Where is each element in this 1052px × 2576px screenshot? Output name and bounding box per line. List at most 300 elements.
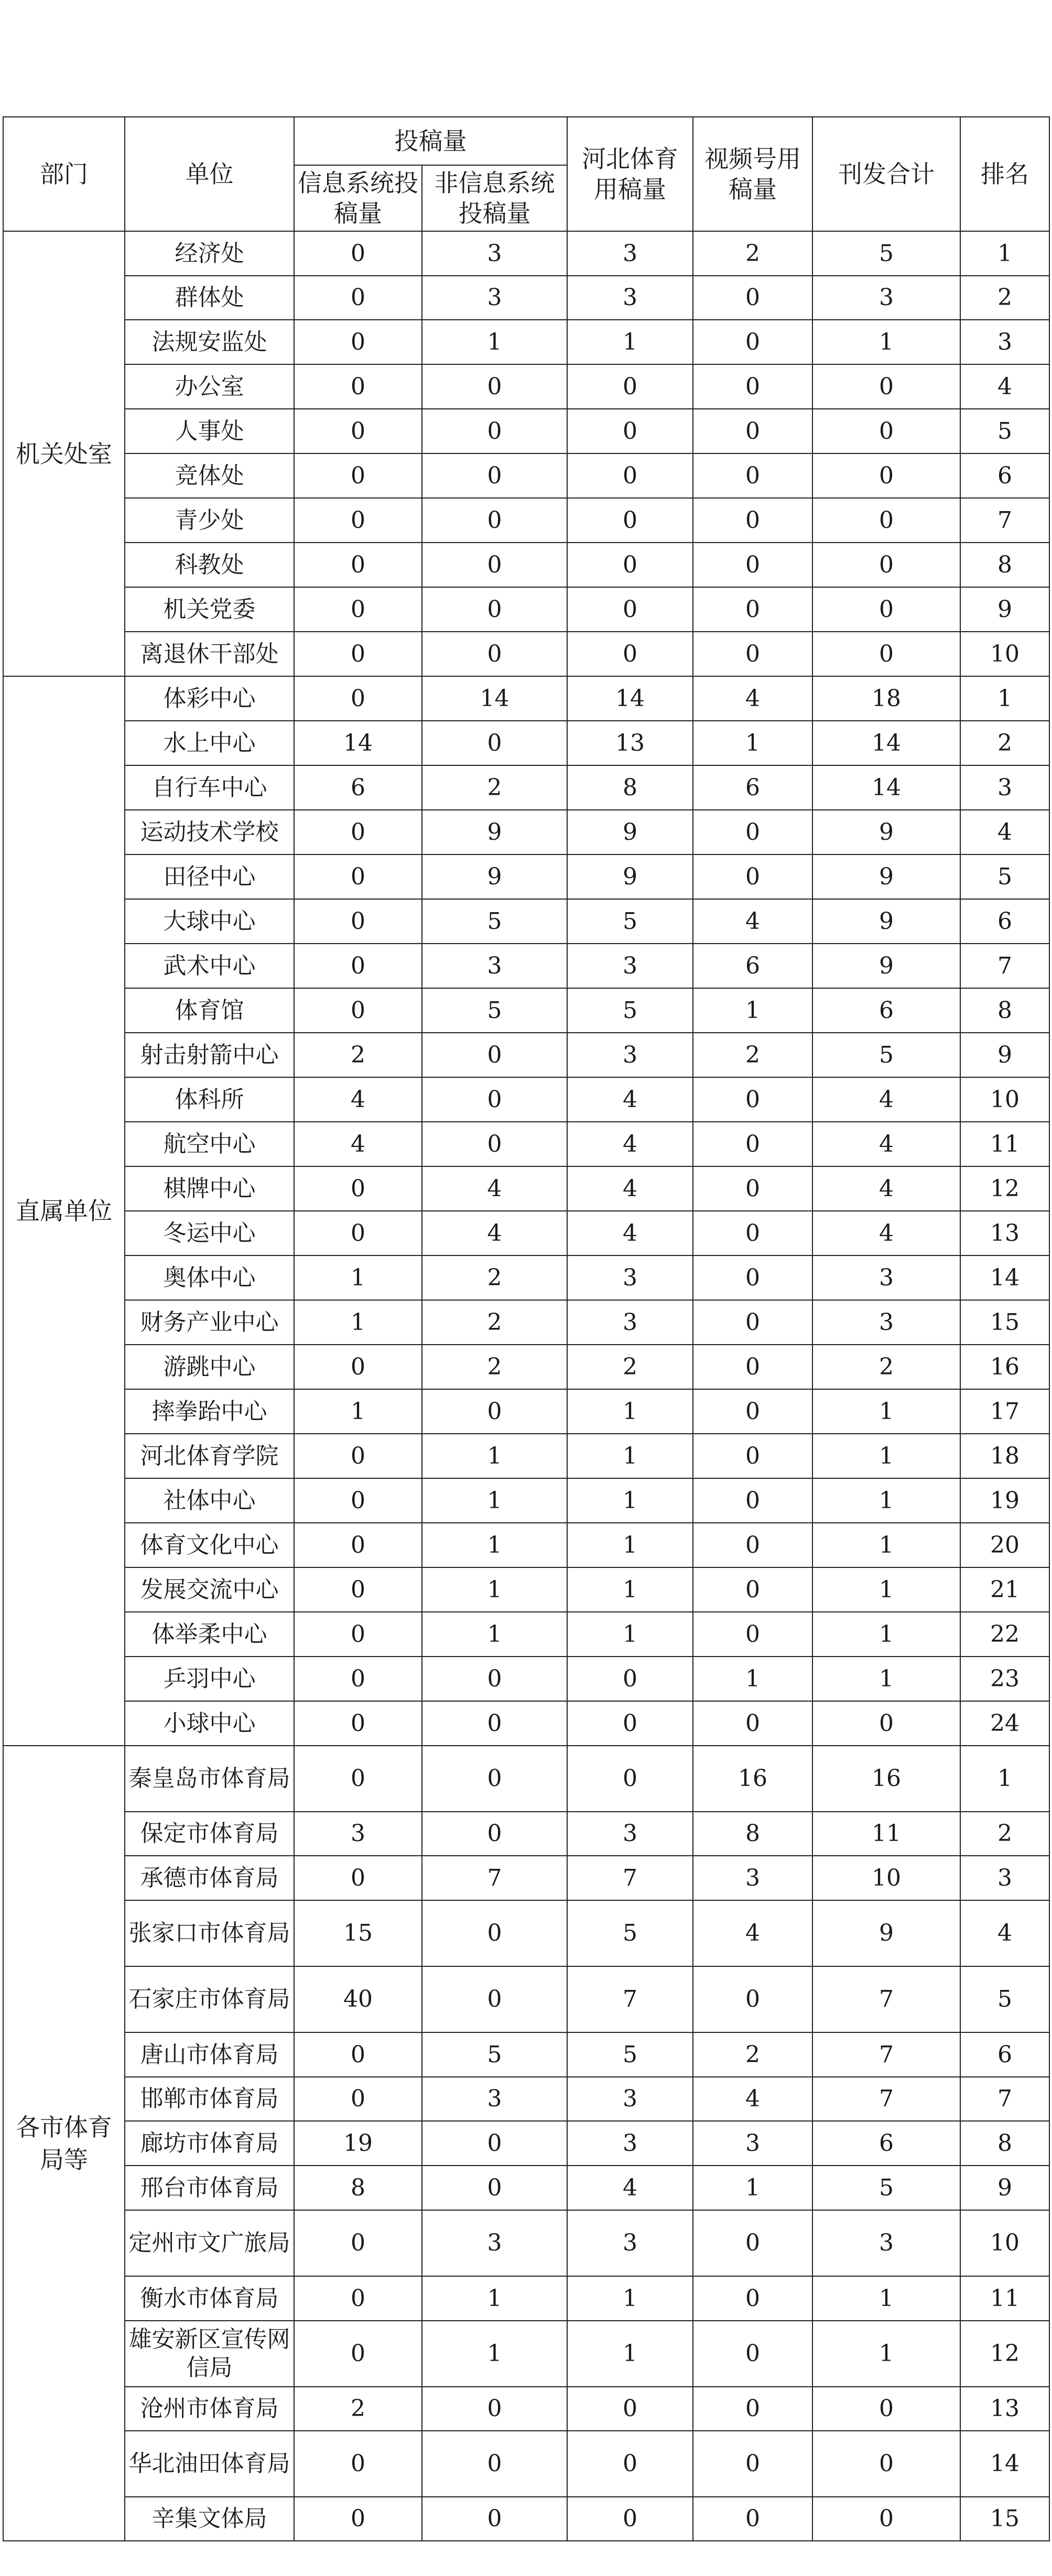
rank-cell: 2 xyxy=(960,1812,1049,1856)
info-cell: 0 xyxy=(294,1746,422,1812)
table-row xyxy=(3,1812,1049,1856)
noninfo-cell: 1 xyxy=(422,320,567,364)
info-cell: 0 xyxy=(294,676,422,721)
hebei-cell: 1 xyxy=(567,320,693,364)
video-cell: 2 xyxy=(693,1033,812,1077)
hebei-cell: 0 xyxy=(567,543,693,587)
hebei-cell: 3 xyxy=(567,1033,693,1077)
info-cell: 0 xyxy=(294,1567,422,1612)
total-cell: 1 xyxy=(812,1389,960,1434)
table-row xyxy=(3,276,1049,320)
info-cell: 0 xyxy=(294,276,422,320)
hebei-cell: 4 xyxy=(567,1211,693,1255)
info-cell: 0 xyxy=(294,2276,422,2321)
info-cell: 8 xyxy=(294,2166,422,2210)
info-cell: 0 xyxy=(294,498,422,543)
hebei-cell: 0 xyxy=(567,364,693,409)
video-cell: 0 xyxy=(693,453,812,498)
total-cell: 0 xyxy=(812,2497,960,2541)
noninfo-cell: 0 xyxy=(422,2121,567,2166)
total-cell: 1 xyxy=(812,1612,960,1657)
rank-cell: 11 xyxy=(960,1122,1049,1166)
hebei-cell: 0 xyxy=(567,1657,693,1701)
info-cell: 0 xyxy=(294,1612,422,1657)
rank-cell: 23 xyxy=(960,1657,1049,1701)
total-cell: 5 xyxy=(812,231,960,276)
info-cell: 0 xyxy=(294,854,422,899)
header-video-channel: 视频号用稿量 xyxy=(693,117,812,231)
hebei-cell: 7 xyxy=(567,1856,693,1900)
info-cell: 0 xyxy=(294,2497,422,2541)
video-cell: 0 xyxy=(693,1567,812,1612)
info-cell: 0 xyxy=(294,988,422,1033)
unit-cell: 廊坊市体育局 xyxy=(125,2121,294,2166)
hebei-cell: 0 xyxy=(567,453,693,498)
noninfo-cell: 0 xyxy=(422,498,567,543)
video-cell: 0 xyxy=(693,2431,812,2497)
table-row xyxy=(3,1300,1049,1345)
table-row xyxy=(3,988,1049,1033)
unit-cell: 体科所 xyxy=(125,1077,294,1122)
noninfo-cell: 1 xyxy=(422,1434,567,1478)
noninfo-cell: 3 xyxy=(422,944,567,988)
video-cell: 0 xyxy=(693,276,812,320)
total-cell: 2 xyxy=(812,1345,960,1389)
info-cell: 0 xyxy=(294,453,422,498)
unit-cell: 自行车中心 xyxy=(125,765,294,810)
noninfo-cell: 5 xyxy=(422,988,567,1033)
table-row xyxy=(3,587,1049,632)
total-cell: 3 xyxy=(812,1255,960,1300)
noninfo-cell: 4 xyxy=(422,1166,567,1211)
dept-cell: 机关处室 xyxy=(3,231,125,676)
table-row xyxy=(3,2210,1049,2276)
hebei-cell: 0 xyxy=(567,1701,693,1746)
rank-cell: 10 xyxy=(960,632,1049,676)
rank-cell: 3 xyxy=(960,1856,1049,1900)
noninfo-cell: 2 xyxy=(422,765,567,810)
table-row xyxy=(3,676,1049,721)
hebei-cell: 1 xyxy=(567,1523,693,1567)
video-cell: 0 xyxy=(693,1255,812,1300)
info-cell: 0 xyxy=(294,1211,422,1255)
unit-cell: 石家庄市体育局 xyxy=(125,1966,294,2032)
hebei-cell: 3 xyxy=(567,1812,693,1856)
unit-cell: 衡水市体育局 xyxy=(125,2276,294,2321)
video-cell: 0 xyxy=(693,1389,812,1434)
table-row xyxy=(3,1746,1049,1812)
noninfo-cell: 0 xyxy=(422,587,567,632)
video-cell: 6 xyxy=(693,765,812,810)
noninfo-cell: 3 xyxy=(422,231,567,276)
noninfo-cell: 0 xyxy=(422,1746,567,1812)
info-cell: 1 xyxy=(294,1255,422,1300)
info-cell: 0 xyxy=(294,2077,422,2121)
info-cell: 0 xyxy=(294,1345,422,1389)
hebei-cell: 4 xyxy=(567,1077,693,1122)
rank-cell: 10 xyxy=(960,2210,1049,2276)
rank-cell: 19 xyxy=(960,1478,1049,1523)
unit-cell: 武术中心 xyxy=(125,944,294,988)
hebei-cell: 0 xyxy=(567,409,693,453)
table-row xyxy=(3,1345,1049,1389)
video-cell: 0 xyxy=(693,810,812,854)
unit-cell: 邢台市体育局 xyxy=(125,2166,294,2210)
video-cell: 3 xyxy=(693,2121,812,2166)
unit-cell: 邯郸市体育局 xyxy=(125,2077,294,2121)
hebei-cell: 3 xyxy=(567,1300,693,1345)
rank-cell: 24 xyxy=(960,1701,1049,1746)
noninfo-cell: 3 xyxy=(422,2210,567,2276)
noninfo-cell: 0 xyxy=(422,1122,567,1166)
unit-cell: 定州市文广旅局 xyxy=(125,2210,294,2276)
video-cell: 0 xyxy=(693,364,812,409)
noninfo-cell: 1 xyxy=(422,1612,567,1657)
info-cell: 0 xyxy=(294,899,422,944)
unit-cell: 航空中心 xyxy=(125,1122,294,1166)
total-cell: 0 xyxy=(812,453,960,498)
video-cell: 0 xyxy=(693,1077,812,1122)
unit-cell: 乒羽中心 xyxy=(125,1657,294,1701)
info-cell: 0 xyxy=(294,1856,422,1900)
header-hebei-sports: 河北体育用稿量 xyxy=(567,117,693,231)
info-cell: 0 xyxy=(294,632,422,676)
hebei-cell: 4 xyxy=(567,1122,693,1166)
noninfo-cell: 0 xyxy=(422,1389,567,1434)
rank-cell: 13 xyxy=(960,1211,1049,1255)
unit-cell: 水上中心 xyxy=(125,721,294,765)
noninfo-cell: 0 xyxy=(422,721,567,765)
unit-cell: 雄安新区宣传网信局 xyxy=(125,2321,294,2387)
info-cell: 0 xyxy=(294,1478,422,1523)
video-cell: 0 xyxy=(693,1345,812,1389)
video-cell: 0 xyxy=(693,1122,812,1166)
hebei-cell: 1 xyxy=(567,1567,693,1612)
hebei-cell: 1 xyxy=(567,1389,693,1434)
video-cell: 4 xyxy=(693,899,812,944)
info-cell: 0 xyxy=(294,587,422,632)
table-row xyxy=(3,1478,1049,1523)
table-row xyxy=(3,2166,1049,2210)
info-cell: 14 xyxy=(294,721,422,765)
noninfo-cell: 0 xyxy=(422,2387,567,2431)
rank-cell: 17 xyxy=(960,1389,1049,1434)
unit-cell: 保定市体育局 xyxy=(125,1812,294,1856)
info-cell: 0 xyxy=(294,543,422,587)
total-cell: 1 xyxy=(812,1567,960,1612)
total-cell: 6 xyxy=(812,2121,960,2166)
unit-cell: 奥体中心 xyxy=(125,1255,294,1300)
unit-cell: 沧州市体育局 xyxy=(125,2387,294,2431)
video-cell: 16 xyxy=(693,1746,812,1812)
table-row xyxy=(3,2387,1049,2431)
unit-cell: 发展交流中心 xyxy=(125,1567,294,1612)
hebei-cell: 2 xyxy=(567,1345,693,1389)
hebei-cell: 9 xyxy=(567,810,693,854)
total-cell: 4 xyxy=(812,1166,960,1211)
header-info-system: 信息系统投稿量 xyxy=(294,165,422,231)
video-cell: 0 xyxy=(693,1966,812,2032)
table-row xyxy=(3,320,1049,364)
table-row xyxy=(3,1612,1049,1657)
hebei-cell: 5 xyxy=(567,2032,693,2077)
unit-cell: 张家口市体育局 xyxy=(125,1900,294,1966)
header-unit: 单位 xyxy=(125,117,294,231)
noninfo-cell: 5 xyxy=(422,2032,567,2077)
hebei-cell: 4 xyxy=(567,2166,693,2210)
video-cell: 0 xyxy=(693,1434,812,1478)
rank-cell: 4 xyxy=(960,810,1049,854)
rank-cell: 8 xyxy=(960,2121,1049,2166)
rank-cell: 4 xyxy=(960,364,1049,409)
video-cell: 0 xyxy=(693,1211,812,1255)
noninfo-cell: 0 xyxy=(422,453,567,498)
unit-cell: 游跳中心 xyxy=(125,1345,294,1389)
hebei-cell: 3 xyxy=(567,276,693,320)
table-row xyxy=(3,1434,1049,1478)
hebei-cell: 1 xyxy=(567,1612,693,1657)
rank-cell: 22 xyxy=(960,1612,1049,1657)
rank-cell: 1 xyxy=(960,1746,1049,1812)
unit-cell: 田径中心 xyxy=(125,854,294,899)
total-cell: 0 xyxy=(812,587,960,632)
rank-cell: 14 xyxy=(960,2431,1049,2497)
hebei-cell: 5 xyxy=(567,1900,693,1966)
unit-cell: 体育馆 xyxy=(125,988,294,1033)
info-cell: 6 xyxy=(294,765,422,810)
total-cell: 1 xyxy=(812,1657,960,1701)
total-cell: 7 xyxy=(812,2077,960,2121)
total-cell: 0 xyxy=(812,409,960,453)
hebei-cell: 5 xyxy=(567,899,693,944)
table-row xyxy=(3,498,1049,543)
table-row xyxy=(3,632,1049,676)
total-cell: 4 xyxy=(812,1077,960,1122)
noninfo-cell: 14 xyxy=(422,676,567,721)
hebei-cell: 9 xyxy=(567,854,693,899)
unit-cell: 河北体育学院 xyxy=(125,1434,294,1478)
info-cell: 1 xyxy=(294,1300,422,1345)
video-cell: 0 xyxy=(693,498,812,543)
rank-cell: 7 xyxy=(960,2077,1049,2121)
rank-cell: 15 xyxy=(960,1300,1049,1345)
header-dept: 部门 xyxy=(3,117,125,231)
info-cell: 0 xyxy=(294,320,422,364)
hebei-cell: 1 xyxy=(567,2321,693,2387)
info-cell: 0 xyxy=(294,1657,422,1701)
header-rank: 排名 xyxy=(960,117,1049,231)
hebei-cell: 3 xyxy=(567,2121,693,2166)
unit-cell: 离退休干部处 xyxy=(125,632,294,676)
rank-cell: 8 xyxy=(960,543,1049,587)
total-cell: 9 xyxy=(812,1900,960,1966)
video-cell: 0 xyxy=(693,2387,812,2431)
rank-cell: 6 xyxy=(960,2032,1049,2077)
info-cell: 0 xyxy=(294,231,422,276)
video-cell: 4 xyxy=(693,2077,812,2121)
noninfo-cell: 0 xyxy=(422,1033,567,1077)
info-cell: 4 xyxy=(294,1077,422,1122)
rank-cell: 7 xyxy=(960,944,1049,988)
video-cell: 0 xyxy=(693,1612,812,1657)
video-cell: 0 xyxy=(693,1701,812,1746)
rank-cell: 3 xyxy=(960,320,1049,364)
rank-cell: 2 xyxy=(960,276,1049,320)
noninfo-cell: 0 xyxy=(422,409,567,453)
video-cell: 8 xyxy=(693,1812,812,1856)
video-cell: 0 xyxy=(693,409,812,453)
info-cell: 0 xyxy=(294,2032,422,2077)
noninfo-cell: 0 xyxy=(422,1077,567,1122)
table-row xyxy=(3,2321,1049,2387)
table-row xyxy=(3,899,1049,944)
hebei-cell: 0 xyxy=(567,587,693,632)
total-cell: 9 xyxy=(812,944,960,988)
total-cell: 14 xyxy=(812,765,960,810)
hebei-cell: 5 xyxy=(567,988,693,1033)
total-cell: 9 xyxy=(812,899,960,944)
table-row xyxy=(3,854,1049,899)
table-row xyxy=(3,1255,1049,1300)
total-cell: 5 xyxy=(812,2166,960,2210)
unit-cell: 经济处 xyxy=(125,231,294,276)
table-row xyxy=(3,1567,1049,1612)
video-cell: 0 xyxy=(693,320,812,364)
unit-cell: 法规安监处 xyxy=(125,320,294,364)
noninfo-cell: 7 xyxy=(422,1856,567,1900)
noninfo-cell: 0 xyxy=(422,543,567,587)
video-cell: 0 xyxy=(693,2497,812,2541)
hebei-cell: 3 xyxy=(567,231,693,276)
noninfo-cell: 4 xyxy=(422,1211,567,1255)
noninfo-cell: 0 xyxy=(422,1701,567,1746)
video-cell: 0 xyxy=(693,543,812,587)
rank-cell: 7 xyxy=(960,498,1049,543)
noninfo-cell: 0 xyxy=(422,1900,567,1966)
rank-cell: 9 xyxy=(960,587,1049,632)
unit-cell: 华北油田体育局 xyxy=(125,2431,294,2497)
noninfo-cell: 9 xyxy=(422,854,567,899)
table-row xyxy=(3,2431,1049,2497)
unit-cell: 科教处 xyxy=(125,543,294,587)
table-row xyxy=(3,2497,1049,2541)
info-cell: 19 xyxy=(294,2121,422,2166)
table-row xyxy=(3,453,1049,498)
rank-cell: 9 xyxy=(960,2166,1049,2210)
video-cell: 0 xyxy=(693,2210,812,2276)
table-row xyxy=(3,409,1049,453)
noninfo-cell: 2 xyxy=(422,1345,567,1389)
table-row xyxy=(3,364,1049,409)
unit-cell: 承德市体育局 xyxy=(125,1856,294,1900)
table-row xyxy=(3,1211,1049,1255)
table-row xyxy=(3,543,1049,587)
total-cell: 1 xyxy=(812,320,960,364)
video-cell: 0 xyxy=(693,2276,812,2321)
table-row xyxy=(3,721,1049,765)
info-cell: 40 xyxy=(294,1966,422,2032)
video-cell: 4 xyxy=(693,1900,812,1966)
dept-cell: 各市体育局等 xyxy=(3,1746,125,2541)
dept-cell: 直属单位 xyxy=(3,676,125,1746)
table-row xyxy=(3,2121,1049,2166)
total-cell: 0 xyxy=(812,498,960,543)
rank-cell: 1 xyxy=(960,676,1049,721)
rank-cell: 18 xyxy=(960,1434,1049,1478)
rank-cell: 9 xyxy=(960,1033,1049,1077)
video-cell: 2 xyxy=(693,231,812,276)
noninfo-cell: 0 xyxy=(422,364,567,409)
unit-cell: 摔拳跆中心 xyxy=(125,1389,294,1434)
video-cell: 2 xyxy=(693,2032,812,2077)
total-cell: 0 xyxy=(812,2387,960,2431)
rank-cell: 3 xyxy=(960,765,1049,810)
video-cell: 1 xyxy=(693,988,812,1033)
unit-cell: 辛集文体局 xyxy=(125,2497,294,2541)
hebei-cell: 1 xyxy=(567,2276,693,2321)
noninfo-cell: 2 xyxy=(422,1255,567,1300)
unit-cell: 冬运中心 xyxy=(125,1211,294,1255)
hebei-cell: 1 xyxy=(567,1478,693,1523)
table-row xyxy=(3,1657,1049,1701)
noninfo-cell: 1 xyxy=(422,1478,567,1523)
video-cell: 4 xyxy=(693,676,812,721)
info-cell: 4 xyxy=(294,1122,422,1166)
hebei-cell: 1 xyxy=(567,1434,693,1478)
unit-cell: 群体处 xyxy=(125,276,294,320)
video-cell: 3 xyxy=(693,1856,812,1900)
video-cell: 0 xyxy=(693,1166,812,1211)
video-cell: 0 xyxy=(693,1300,812,1345)
unit-cell: 体彩中心 xyxy=(125,676,294,721)
table-header xyxy=(3,117,1049,231)
total-cell: 10 xyxy=(812,1856,960,1900)
rank-cell: 20 xyxy=(960,1523,1049,1567)
rank-cell: 8 xyxy=(960,988,1049,1033)
table-row xyxy=(3,1077,1049,1122)
info-cell: 2 xyxy=(294,2387,422,2431)
unit-cell: 机关党委 xyxy=(125,587,294,632)
unit-cell: 秦皇岛市体育局 xyxy=(125,1746,294,1812)
total-cell: 7 xyxy=(812,2032,960,2077)
noninfo-cell: 1 xyxy=(422,2321,567,2387)
hebei-cell: 0 xyxy=(567,1746,693,1812)
table-row xyxy=(3,1166,1049,1211)
hebei-cell: 8 xyxy=(567,765,693,810)
noninfo-cell: 2 xyxy=(422,1300,567,1345)
info-cell: 0 xyxy=(294,409,422,453)
total-cell: 1 xyxy=(812,1478,960,1523)
table-row xyxy=(3,944,1049,988)
rank-cell: 16 xyxy=(960,1345,1049,1389)
rank-cell: 5 xyxy=(960,1966,1049,2032)
unit-cell: 办公室 xyxy=(125,364,294,409)
statistics-table xyxy=(3,116,1050,2541)
video-cell: 1 xyxy=(693,721,812,765)
table-row xyxy=(3,1033,1049,1077)
info-cell: 1 xyxy=(294,1389,422,1434)
table-row xyxy=(3,2276,1049,2321)
table-body xyxy=(3,231,1049,2541)
header-submission-group: 投稿量 xyxy=(294,117,567,165)
hebei-cell: 0 xyxy=(567,2497,693,2541)
noninfo-cell: 0 xyxy=(422,1657,567,1701)
noninfo-cell: 0 xyxy=(422,2166,567,2210)
total-cell: 1 xyxy=(812,1523,960,1567)
total-cell: 16 xyxy=(812,1746,960,1812)
rank-cell: 21 xyxy=(960,1567,1049,1612)
unit-cell: 运动技术学校 xyxy=(125,810,294,854)
